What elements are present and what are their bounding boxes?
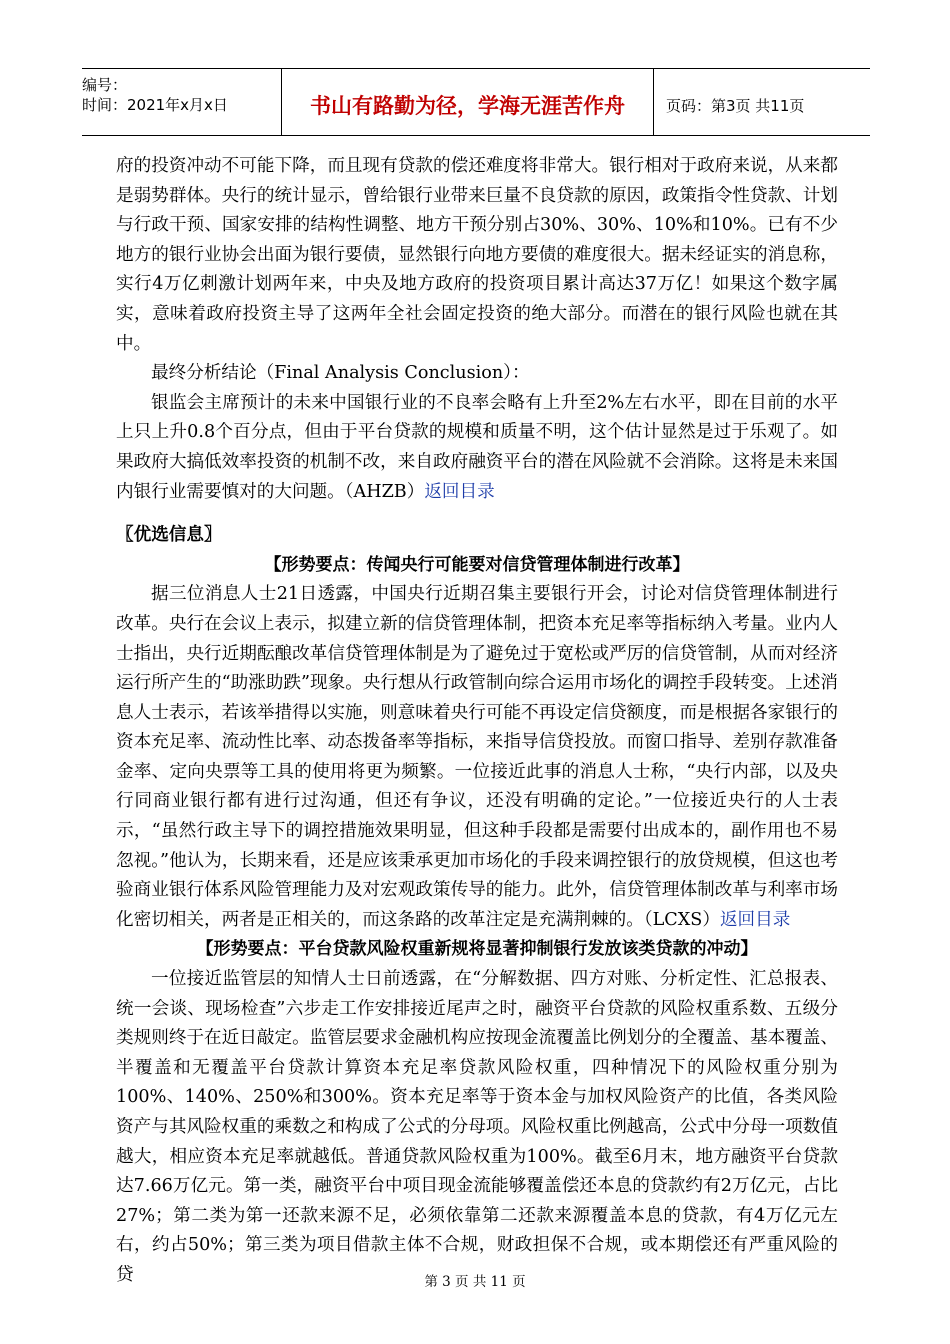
back-to-toc-link-1[interactable]: 返回目录 [424,481,495,502]
header-meta [82,69,282,135]
paragraph-4: 一位接近监管层的知情人士日前透露，在“分解数据、四方对账、分析定性、汇总报表、统一会谈、现场检查”六步走工作安排接近尾声之时，融资平台贷款的风险权重系数、五级分类规则终于在近日敲定。监管层要求金融机构应按现金流覆盖比例划分的全覆盖、基本覆盖、半覆盖和无覆盖平台贷款计算资本充足率贷款风险权重，四种情况下的风险权重分别为100%、140%、250%和300%。资本充足率等于资本金与加权风险资产的比值，各类风险资产与其风险权重的乘数之和构成了公式的分母项。风险权重比例越高，公式中分母一项数值越大，相应资本充足率就越低。普通贷款风险权重为100%。截至6月末，地方融资平台贷款达7.66万亿元。第一类，融资平台中项目现金流能够覆盖偿还本息的贷款约有2万亿元，占比27%；第二类为第一还款来源不足，必须依靠第二还款来源覆盖本息的贷款，有4万亿元左右，约占50%；第三类为项目借款主体不合规，财政担保不合规，或本期偿还有严重风险的贷 [116,969,838,1285]
paragraph-3-text: 据三位消息人士21日透露，中国央行近期召集主要银行开会，讨论对信贷管理体制进行改革。央行在会议上表示，拟建立新的信贷管理体制，把资本充足率等指标纳入考量。业内人士指出，央行近期酝酿改革信贷管理体制是为了避免过于宽松或严厉的信贷管制，从而对经济运行所产生的“助涨助跌”现象。央行想从行政管制向综合运用市场化的调控手段转变。上述消息人士表示，若该举措得以实施，则意味着央行可能不再设定信贷额度，而是根据各家银行的资本充足率、流动性比率、动态拨备率等指标，来指导信贷投放。而窗口指导、差别存款准备金率、定向央票等工具的使用将更为频繁。一位接近此事的消息人士称，“央行内部，以及央行同商业银行都有进行过沟通，但还有争议，还没有明确的定论。”一位接近央行的人士表示，“虽然行政主导下的调控措施效果明显，但这种手段都是需要付出成本的，副作用也不易忽视。”他认为，长期来看，还是应该秉承更加市场化的手段来调控银行的放贷规模，但这也考验商业银行体系风险管理能力及对宏观政策传导的能力。此外，信贷管理体制改革与利率市场化密切相关，两者是正相关的，而这条路的改革注定是充满荆棘的。（LCXS） [116,584,838,930]
page-footer: 第 3 页 共 11 页 [424,1274,526,1290]
paragraph-3 [116,580,838,935]
number-label: 编号： [82,76,128,94]
paragraph-1: 府的投资冲动不可能下降，而且现有贷款的偿还难度将非常大。银行相对于政府来说，从来都是弱势群体。央行的统计显示，曾给银行业带来巨量不良贷款的原因，政策指令性贷款、计划与行政干预、国家安排的结构性调整、地方干预分别占30%、30%、10%和10%。已有不少地方的银行业协会出面为银行要债，显然银行向地方要债的难度很大。据未经证实的消息称，实行4万亿刺激计划两年来，中央及地方政府的投资项目累计高达37万亿！如果这个数字属实，意味着政府投资主导了这两年全社会固定投资的绝大部分。而潜在的银行风险也就在其中。 [116,156,838,354]
paragraph-2 [116,389,838,507]
header-page-info: 页码：第3页 共11页 [666,96,805,115]
document-body [116,152,838,1291]
section-label: 〖优选信息〗 [116,525,222,546]
conclusion-title: 最终分析结论（Final Analysis Conclusion）： [151,363,530,384]
paragraph-2-text: 银监会主席预计的未来中国银行业的不良率会略有上升至2%左右水平，即在目前的水平上只上升0.8个百分点，但由于平台贷款的规模和质量不明，这个估计显然是过于乐观了。如果政府大搞低效率投资的机制不改，来自政府融资平台的潜在风险就不会消除。这将是未来国内银行业需要慎对的大问题。（AHZB） [116,392,838,502]
headline-2: 【形势要点：平台贷款风险权重新规将显著抑制银行发放该类贷款的冲动】 [196,939,758,960]
back-to-toc-link-2[interactable]: 返回目录 [719,909,791,930]
headline-1: 【形势要点：传闻央行可能要对信贷管理体制进行改革】 [264,554,690,575]
time-label: 时间：2021年x月x日 [82,96,228,114]
page-header [82,68,870,136]
header-motto: 书山有路勤为径，学海无涯苦作舟 [282,69,654,135]
